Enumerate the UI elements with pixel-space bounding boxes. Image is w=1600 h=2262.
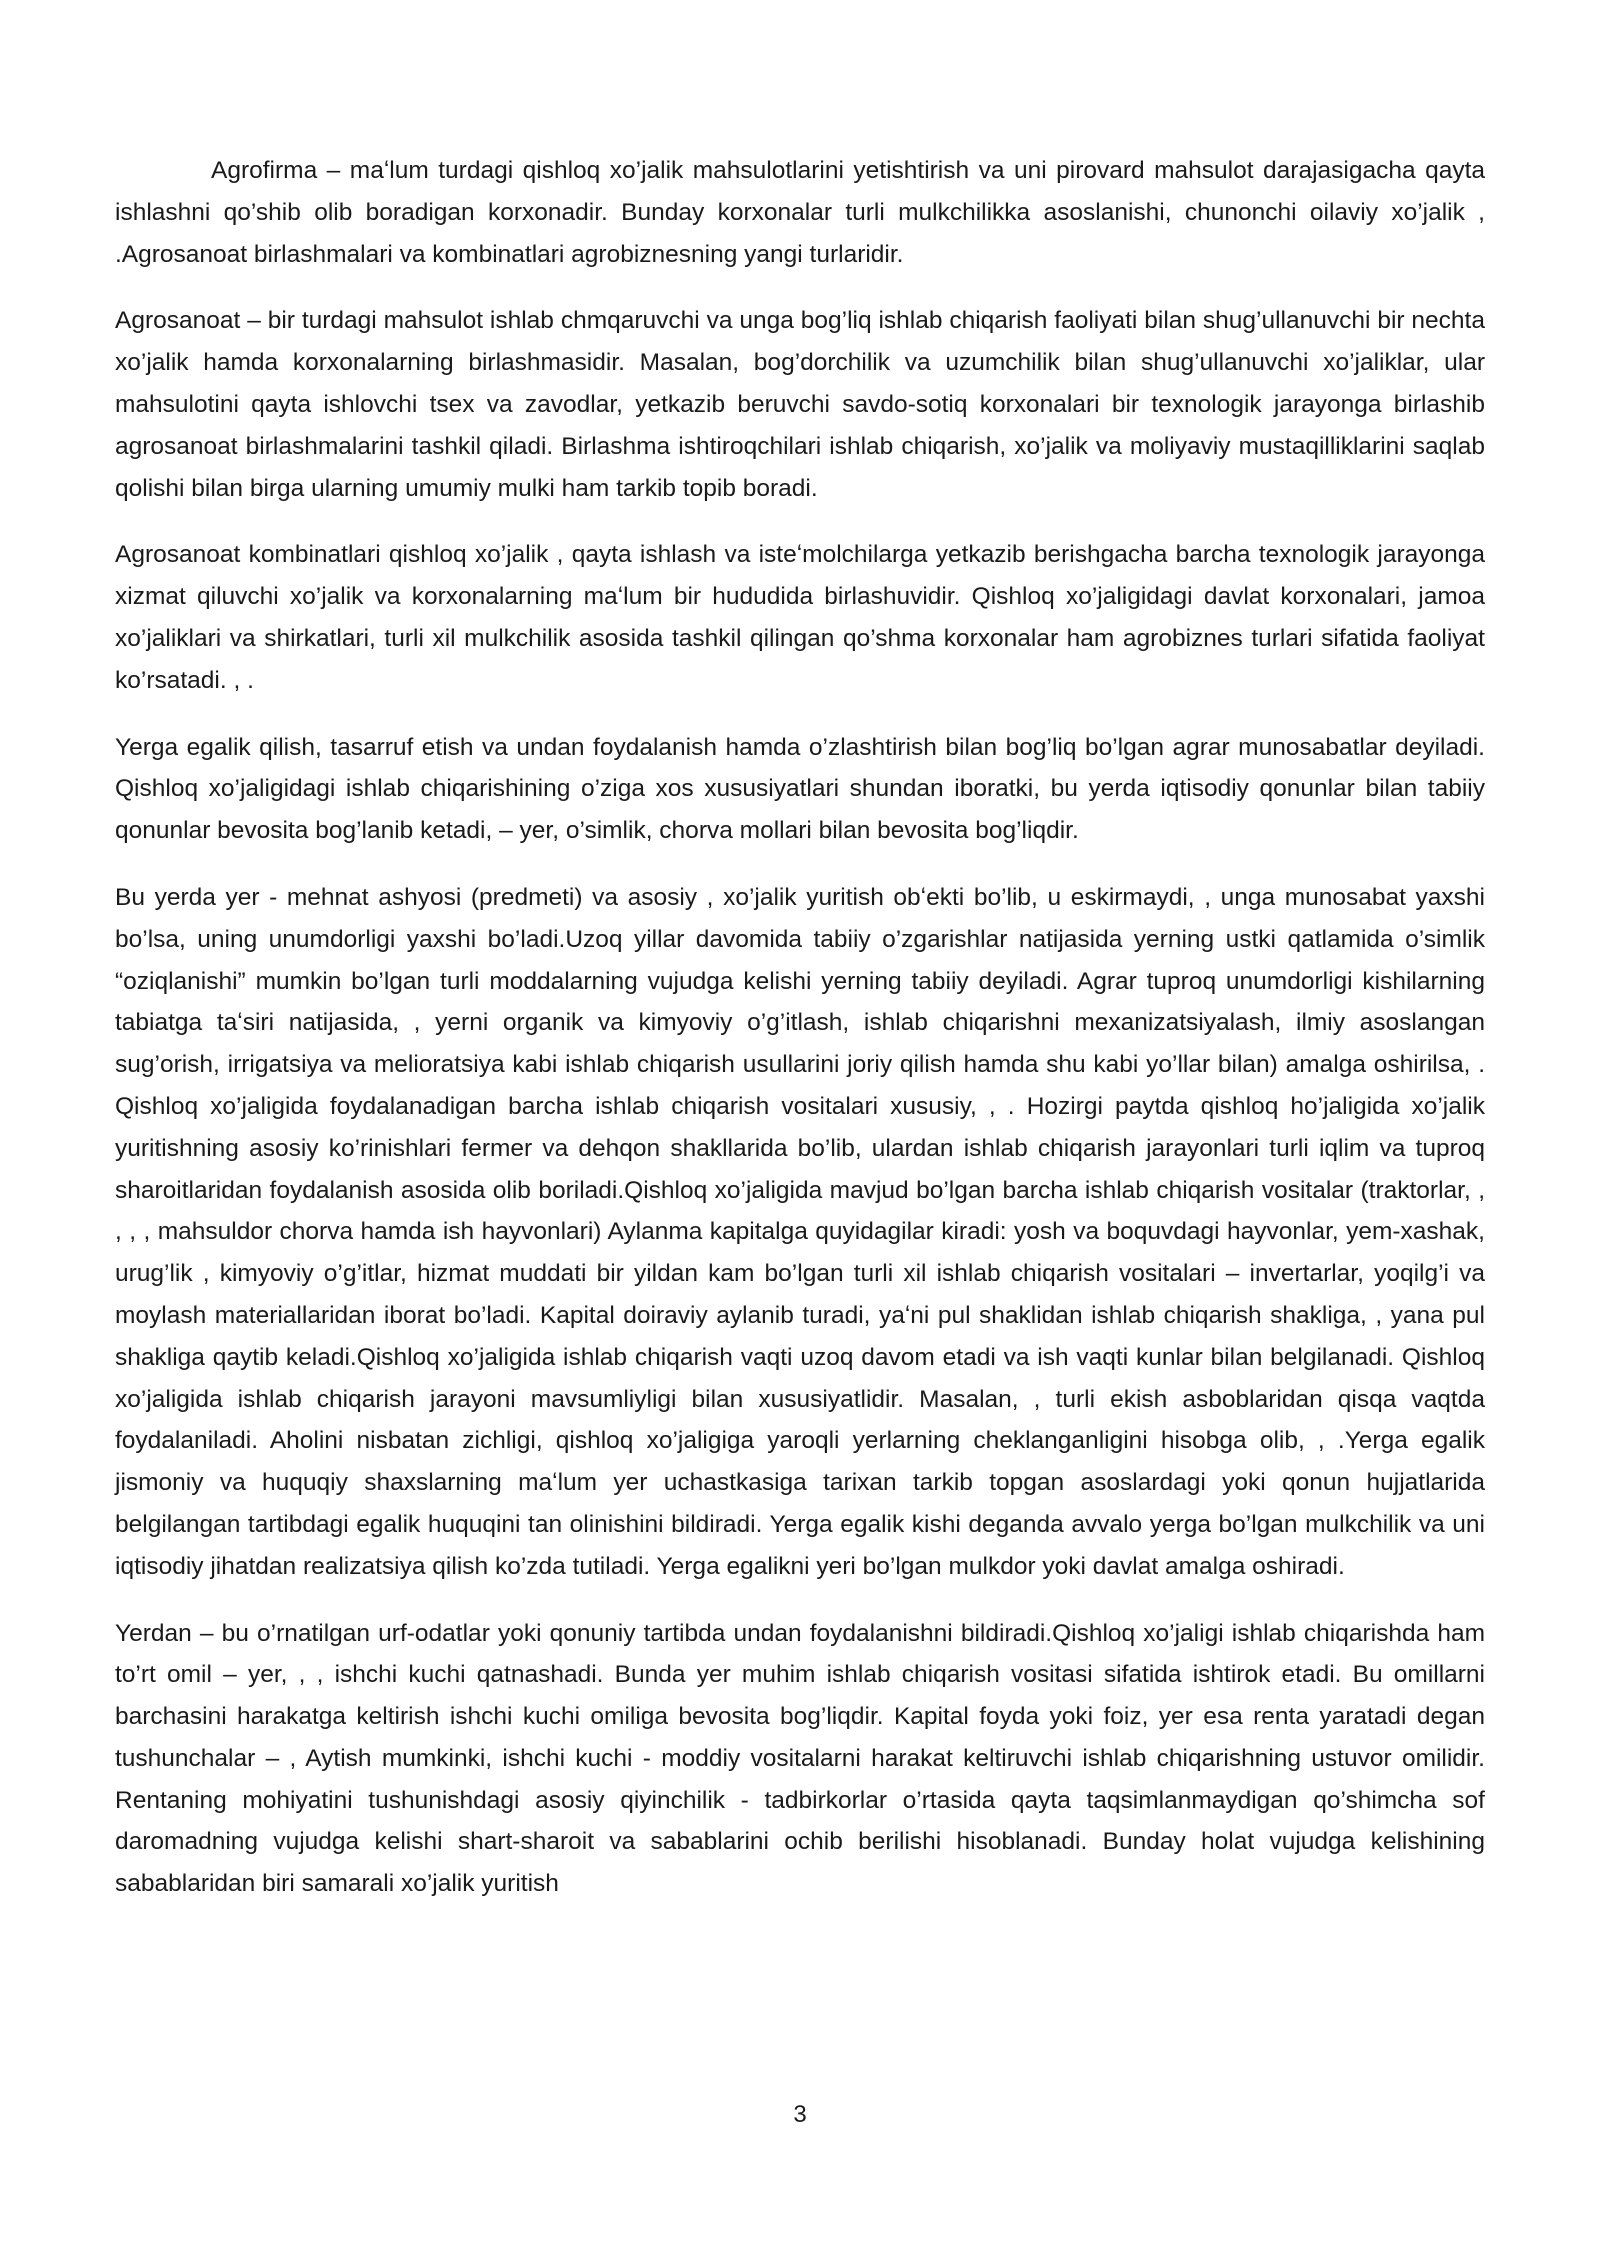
paragraph-agrofirma: Agrofirma – maʻlum turdagi qishloq xo’jalik mahsulotlarini yetishtirish va uni pirovard mahsulot darajasigacha qayta ishlashni qo’shib olib boradigan korxonadir. Bunday korxonalar turli mulkchilikka asoslanishi, chunonchi oilaviy xo’jalik , .Agrosanoat birlashmalari va kombinatlari agrobiznesning yangi turlaridir. (115, 157, 1485, 268)
paragraph-yerga-egalik: Yerga egalik qilish, tasarruf etish va undan foydalanish hamda o’zlashtirish bilan bog’liq bo’lgan agrar munosabatlar deyiladi. Qishloq xo’jaligidagi ishlab chiqarishining o’ziga xos xususiyatlari shundan iboratki, bu yerda iqtisodiy qonunlar bilan tabiiy qonunlar bevosita bog’lanib ketadi, – yer, o’simlik, chorva mollari bilan bevosita bog’liqdir. (115, 733, 1485, 845)
paragraph-yerdan: Yerdan – bu o’rnatilgan urf-odatlar yoki qonuniy tartibda undan foydalanishni bildiradi.Qishloq xo’jaligi ishlab chiqarishda ham to’rt omil – yer, , , ishchi kuchi qatnashadi. Bunda yer muhim ishlab chiqarish vositasi sifatida ishtirok etadi. Bu omillarni barchasini harakatga keltirish ishchi kuchi omiliga bevosita bog’liqdir. Kapital foyda yoki foiz, yer esa renta yaratadi degan tushunchalar – , Aytish mumkinki, ishchi kuchi - moddiy vositalarni harakat keltiruvchi ishlab chiqarishning ustuvor omilidir. Rentaning mohiyatini tushunishdagi asosiy qiyinchilik - tadbirkorlar o’rtasida qayta taqsimlanmaydigan qo’shimcha sof daromadning vujudga kelishi shart-sharoit va sabablarini ochib berilishi hisoblanadi. Bunday holat vujudga kelishining sabablaridan biri samarali xo’jalik yuritish (115, 1619, 1485, 1898)
paragraph-agrosanoat: Agrosanoat – bir turdagi mahsulot ishlab chmqaruvchi va unga bog’liq ishlab chiqarish faoliyati bilan shug’ullanuvchi bir nechta xo’jalik hamda korxonalarning birlashmasidir. Masalan, bog’dorchilik va uzumchilik bilan shug’ullanuvchi xo’jaliklar, ular mahsulotini qayta ishlovchi tsex va zavodlar, yetkazib beruvchi savdo-sotiq korxonalari bir texnologik jarayonga birlashib agrosanoat birlashmalarini tashkil qiladi. Birlashma ishtiroqchilari ishlab chiqarish, xo’jalik va moliyaviy mustaqilliklarini saqlab qolishi bilan birga ularning umumiy mulki ham tarkib topib boradi. (115, 307, 1485, 502)
page-number: 3 (793, 2101, 807, 2128)
paragraph-agrosanoat-kombinatlari: Agrosanoat kombinatlari qishloq xo’jalik , qayta ishlash va isteʻmolchilarga yetkazib berishgacha barcha texnologik jarayonga xizmat qiluvchi xo’jalik va korxonalarning maʻlum bir hududida birlashuvidir. Qishloq xo’jaligidagi davlat korxonalari, jamoa xo’jaliklari va shirkatlari, turli xil mulkchilik asosida tashkil qilingan qo’shma korxonalar ham agrobiznes turlari sifatida faoliyat ko’rsatadi. , . (115, 541, 1485, 694)
document-body (115, 150, 1485, 1930)
paragraph-bu-yerda-yer: Bu yerda yer - mehnat ashyosi (predmeti) va asosiy , xo’jalik yuritish obʻekti bo’lib, u eskirmaydi, , unga munosabat yaxshi bo’lsa, uning unumdorligi yaxshi bo’ladi.Uzoq yillar davomida tabiiy o’zgarishlar natijasida yerning ustki qatlamida o’simlik “oziqlanishi” mumkin bo’lgan turli moddalarning vujudga kelishi yerning tabiiy deyiladi. Agrar tuproq unumdorligi kishilarning tabiatga taʻsiri natijasida, , yerni organik va kimyoviy o’g’itlash, ishlab chiqarishni mexanizatsiyalash, ilmiy asoslangan sug’orish, irrigatsiya va melioratsiya kabi ishlab chiqarish usullarini joriy qilish hamda shu kabi yo’llar bilan) amalga oshirilsa, . Qishloq xo’jaligida foydalanadigan barcha ishlab chiqarish vositalari xususiy, , . Hozirgi paytda qishloq ho’jaligida xo’jalik yuritishning asosiy ko’rinishlari fermer va dehqon shakllarida bo’lib, ulardan ishlab chiqarish jarayonlari turli iqlim va tuproq sharoitlaridan foydalanish asosida olib boriladi.Qishloq xo’jaligida mavjud bo’lgan barcha ishlab chiqarish vositalar (traktorlar, , , , , mahsuldor chorva hamda ish hayvonlari) Aylanma kapitalga quyidagilar kiradi: yosh va boquvdagi hayvonlar, yem-xashak, urug’lik , kimyoviy o’g’itlar, hizmat muddati bir yildan kam bo’lgan turli xil ishlab chiqarish vositalari – invertarlar, yoqilg’i va moylash materiallaridan iborat bo’ladi. Kapital doiraviy aylanib turadi, yaʻni pul shaklidan ishlab chiqarish shakliga, , yana pul shakliga qaytib keladi.Qishloq xo’jaligida ishlab chiqarish vaqti uzoq davom etadi va ish vaqti kunlar bilan belgilanadi. Qishloq xo’jaligida ishlab chiqarish jarayoni mavsumliyligi bilan xususiyatlidir. Masalan, , turli ekish asboblaridan qisqa vaqtda foydalaniladi. Aholini nisbatan zichligi, qishloq xo’jaligiga yaroqli yerlarning cheklanganligini hisobga olib, , .Yerga egalik jismoniy va huquqiy shaxslarning maʻlum yer uchastkasiga tarixan tarkib topgan asoslardagi yoki qonun hujjatlarida belgilangan tartibdagi egalik huquqini tan olinishini bildiradi. Yerga egalik kishi deganda avvalo yerga bo’lgan mulkchilik va uni iqtisodiy jihatdan realizatsiya qilish ko’zda tutiladi. Yerga egalikni yeri bo’lgan mulkdor yoki davlat amalga oshiradi. (115, 883, 1485, 1580)
